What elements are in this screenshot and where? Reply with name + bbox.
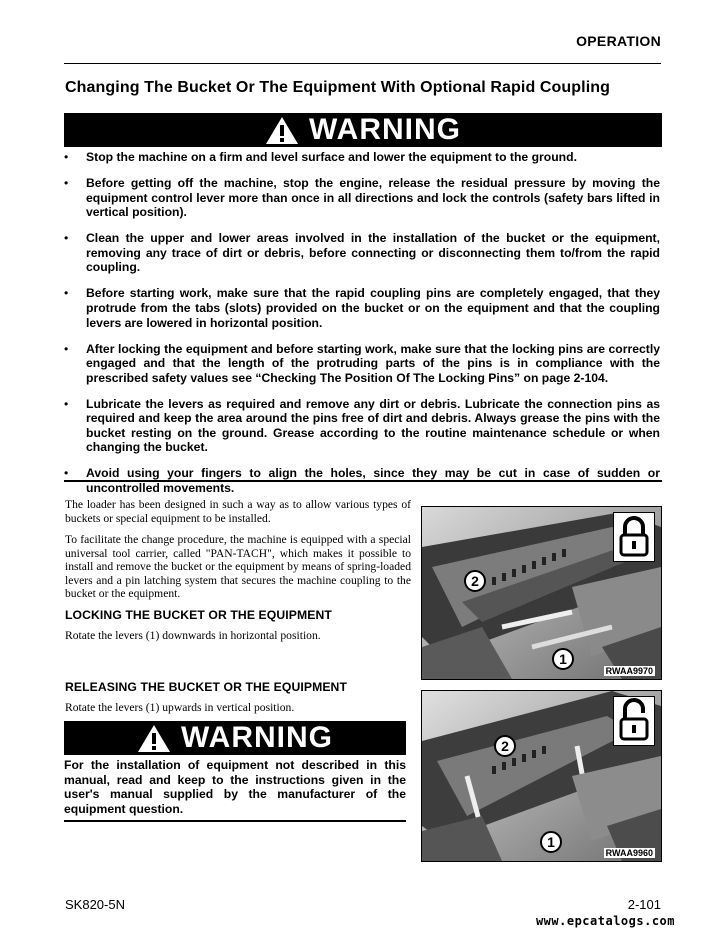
locked-padlock-icon xyxy=(613,512,655,562)
callout-1: 1 xyxy=(552,648,574,670)
warning-banner-small xyxy=(64,721,406,755)
list-item-text: Lubricate the levers as required and remove any dirt or debris. Lubricate the connection pins as required and keep the area around the pins free of dirt and debris. Always grease the pins with the bucket resting on the ground. Grease according to the routine maintenance schedule or when changing the bucket. xyxy=(86,396,660,455)
locking-text: Rotate the levers (1) downwards in horizontal position. xyxy=(65,629,321,642)
warning-small-text: For the installation of equipment not described in this manual, read and keep to the instructions given in the user's manual supplied by the manufacturer of the equipment question. xyxy=(64,758,406,816)
pan-tach-paragraph: To facilitate the change procedure, the machine is equipped with a special universal tool carrier, called "PAN-TACH", which makes it possible to install and remove the bucket or the equipment by means of spring-loaded levers and a pin latching system that secures the machine coupling to the bucket or the equipment. xyxy=(65,533,411,601)
header-rule xyxy=(64,63,661,64)
list-item-text: Clean the upper and lower areas involved in the installation of the bucket or the equipment, removing any trace of dirt or debris, before connecting or disconnecting them to/from the rapid coupling. xyxy=(86,231,660,275)
bullet-icon: • xyxy=(64,466,69,481)
bullet-icon: • xyxy=(64,286,69,301)
bullet-icon: • xyxy=(64,175,69,190)
list-item-text: After locking the equipment and before starting work, make sure that the locking pins are correctly engaged and that the length of the protruding parts of the pins is in compliance with the prescribed safety values see “Checking The Position Of The Locking Pins” on page 2-104. xyxy=(86,341,660,385)
warning-list xyxy=(64,150,660,507)
list-item xyxy=(64,286,660,330)
releasing-heading: RELEASING THE BUCKET OR THE EQUIPMENT xyxy=(65,680,347,694)
unlocked-padlock-icon xyxy=(613,696,655,746)
page-title: Changing The Bucket Or The Equipment With Optional Rapid Coupling xyxy=(65,79,610,96)
warning-small-rule xyxy=(64,820,406,822)
warning-end-rule xyxy=(64,480,662,482)
figure-code: RWAA9960 xyxy=(605,848,653,858)
bullet-icon: • xyxy=(64,150,69,164)
callout-2: 2 xyxy=(494,735,516,757)
list-item-text: Before getting off the machine, stop the engine, release the residual pressure by moving the equipment control lever more than once in all directions and lock the controls (safety bars lifted in vertical position). xyxy=(86,175,660,220)
bullet-icon: • xyxy=(64,231,69,246)
section-header: OPERATION xyxy=(576,33,661,49)
intro-paragraph: The loader has been designed in such a way as to allow various types of buckets or special equipment to be installed. xyxy=(65,498,411,525)
locking-heading: LOCKING THE BUCKET OR THE EQUIPMENT xyxy=(65,608,332,622)
bullet-icon: • xyxy=(64,396,69,411)
callout-2: 2 xyxy=(464,570,486,592)
warning-triangle-icon xyxy=(265,116,299,145)
list-item xyxy=(64,176,660,220)
figure-locking-photo xyxy=(421,506,662,680)
list-item xyxy=(64,231,660,275)
list-item xyxy=(64,150,660,165)
list-item-text: Avoid using your fingers to align the holes, since they may be cut in case of sudden or uncontrolled movements. xyxy=(86,466,660,496)
list-item xyxy=(64,397,660,455)
list-item xyxy=(64,342,660,386)
footer-page-number: 2-101 xyxy=(627,897,661,912)
list-item-text: Before starting work, make sure that the rapid coupling pins are completely engaged, that they protrude from the tabs (slots) provided on the bucket or on the equipment and that the coupling levers are lowered in horizontal position. xyxy=(86,286,660,330)
releasing-text: Rotate the levers (1) upwards in vertical position. xyxy=(65,701,295,714)
warning-triangle-icon xyxy=(137,724,171,753)
figure-code: RWAA9970 xyxy=(605,666,653,676)
bullet-icon: • xyxy=(64,341,69,356)
footer-model: SK820-5N xyxy=(65,897,125,912)
figure-releasing-photo xyxy=(421,690,662,862)
footer-website: www.epcatalogs.com xyxy=(535,914,675,928)
warning-label: WARNING xyxy=(309,113,461,146)
callout-1: 1 xyxy=(540,831,562,853)
list-item-text: Stop the machine on a firm and level surface and lower the equipment to the ground. xyxy=(86,150,577,164)
warning-banner-main xyxy=(64,113,662,147)
warning-label: WARNING xyxy=(181,721,333,754)
